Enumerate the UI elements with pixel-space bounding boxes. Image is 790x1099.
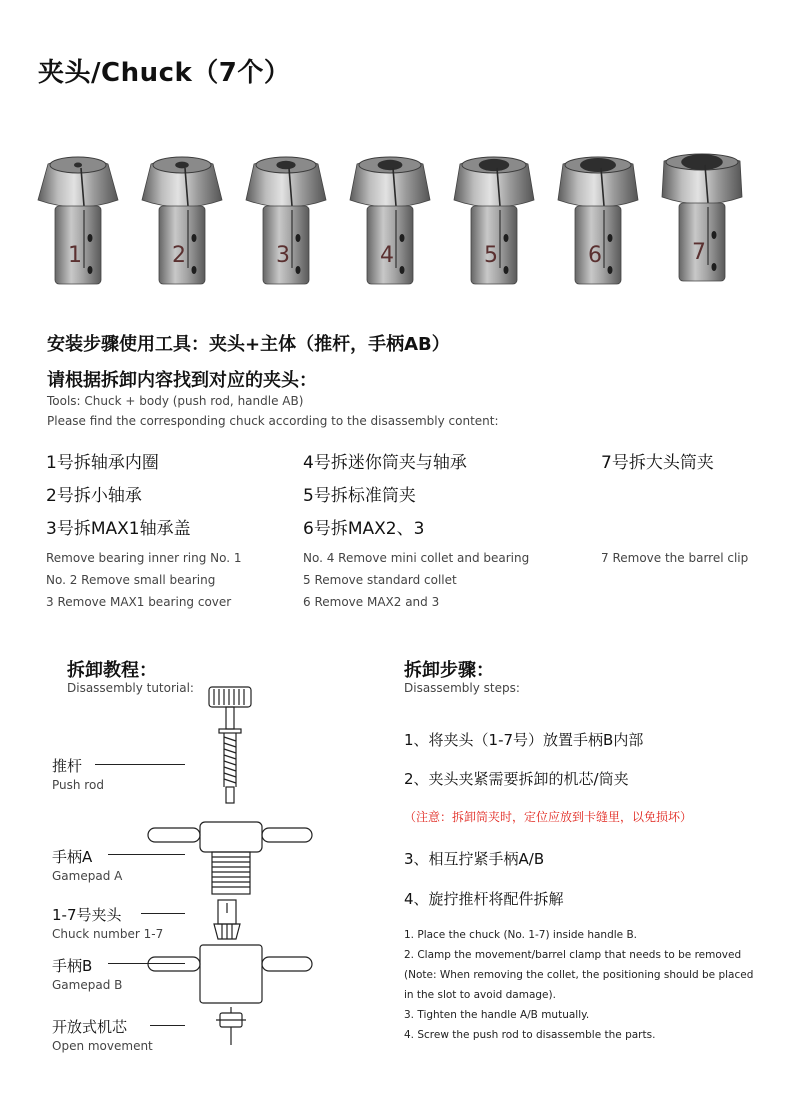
chuck-bore — [175, 162, 189, 169]
leader-line — [150, 1025, 185, 1026]
chuck-number: 7 — [692, 240, 706, 265]
tutorial-heading: 拆卸教程： — [67, 660, 157, 681]
chuck-use-en: No. 2 Remove small bearing — [46, 573, 216, 587]
step-en: 3. Tighten the handle A/B mutually. — [404, 1009, 590, 1021]
step-cn: 2、夹头夹紧需要拆卸的机芯/筒夹 — [404, 770, 629, 788]
install-find-heading: 请根据拆卸内容找到对应的夹头： — [47, 370, 317, 391]
chuck-hole — [296, 234, 301, 242]
push-rod-collar — [219, 729, 241, 733]
chuck-use-en: No. 4 Remove mini collet and bearing — [303, 551, 530, 565]
install-tools-en: Tools: Chuck + body (push rod, handle AB) — [47, 394, 304, 408]
gamepad-b-right-arm — [262, 957, 312, 971]
chuck-hole — [88, 234, 93, 242]
step-cn: 3、相互拧紧手柄A/B — [404, 850, 545, 868]
chuck-use-cn: 1号拆轴承内圈 — [46, 453, 159, 473]
steps-en-block — [404, 925, 753, 1045]
leader-line — [108, 963, 185, 964]
chuck-bore — [681, 154, 723, 170]
label-gamepad-a: 手柄A Gamepad A — [52, 848, 123, 883]
chuck-5 — [454, 157, 534, 284]
chuck-bore — [378, 160, 403, 170]
chuck-hole — [192, 266, 197, 274]
label-chuck: 1-7号夹头 Chuck number 1-7 — [52, 906, 164, 941]
chuck-bore — [74, 163, 82, 168]
chuck-column-3 — [601, 447, 748, 568]
gamepad-b-body — [200, 945, 262, 1003]
step-en: 2. Clamp the movement/barrel clamp that needs to be removed — [404, 949, 742, 961]
chuck-bore — [276, 161, 295, 170]
chuck-column-2 — [303, 447, 529, 612]
chuck-3 — [246, 157, 326, 284]
gamepad-a-left-arm — [148, 828, 200, 842]
steps-heading: 拆卸步骤： — [404, 660, 494, 681]
gamepad-a-thread — [212, 852, 250, 894]
label-open-movement: 开放式机芯 Open movement — [52, 1018, 153, 1053]
chuck-hole — [608, 266, 613, 274]
gamepad-a-body — [200, 822, 262, 852]
chuck-hole — [192, 234, 197, 242]
push-rod-neck — [226, 707, 234, 729]
gamepad-a-thread-lines — [212, 857, 250, 887]
chuck-number: 5 — [484, 243, 498, 268]
chuck-hole — [608, 234, 613, 242]
chuck-use-cn: 7号拆大头筒夹 — [601, 453, 714, 473]
chuck-hole — [712, 231, 717, 239]
leader-line — [141, 913, 185, 914]
chuck-use-en: 6 Remove MAX2 and 3 — [303, 595, 440, 609]
chuck-use-cn: 5号拆标准筒夹 — [303, 486, 416, 506]
chuck-bore — [580, 158, 616, 172]
chuck-column-1 — [46, 447, 242, 612]
leader-line — [95, 764, 185, 765]
chuck-use-en: 3 Remove MAX1 bearing cover — [46, 595, 232, 609]
tutorial-heading-en: Disassembly tutorial: — [67, 681, 194, 695]
chuck-use-cn: 2号拆小轴承 — [46, 486, 142, 506]
chuck-use-en: 7 Remove the barrel clip — [601, 551, 749, 565]
step-en: 1. Place the chuck (No. 1-7) inside handle B. — [404, 929, 637, 941]
step-note: （注意：拆卸筒夹时，定位应放到卡缝里，以免损坏） — [404, 810, 693, 824]
chuck-use-en: 5 Remove standard collet — [303, 573, 457, 587]
push-rod-thread — [224, 737, 236, 783]
leader-line — [108, 854, 185, 855]
knurl-lines — [214, 689, 244, 705]
page-title: 夹头/Chuck（7个） — [38, 58, 291, 88]
chuck-1 — [38, 157, 118, 284]
chuck-hole — [400, 234, 405, 242]
chuck-use-en: Remove bearing inner ring No. 1 — [46, 551, 242, 565]
install-find-en: Please find the corresponding chuck according to the disassembly content: — [47, 414, 499, 428]
chuck-number: 6 — [588, 243, 602, 268]
step-en: 4. Screw the push rod to disassemble the parts. — [404, 1029, 656, 1041]
chuck-row — [30, 150, 770, 290]
chuck-use-cn: 3号拆MAX1轴承盖 — [46, 519, 191, 539]
steps-heading-en: Disassembly steps: — [404, 681, 520, 695]
step-en: in the slot to avoid damage). — [404, 989, 556, 1001]
chuck-hole — [504, 234, 509, 242]
chuck-number: 4 — [380, 243, 394, 268]
install-tools-heading: 安装步骤使用工具：夹头+主体（推杆，手柄AB） — [47, 334, 450, 355]
label-gamepad-b: 手柄B Gamepad B — [52, 957, 123, 992]
chuck-7 — [662, 154, 742, 281]
gamepad-a-right-arm — [262, 828, 312, 842]
chuck-4 — [350, 157, 430, 284]
chuck-number: 1 — [68, 243, 82, 268]
push-rod-knob — [209, 687, 251, 707]
step-cn: 4、旋拧推杆将配件拆解 — [404, 890, 564, 908]
chuck-hole — [712, 263, 717, 271]
chuck-hole — [504, 266, 509, 274]
chuck-hole — [296, 266, 301, 274]
chuck-use-cn: 4号拆迷你筒夹与轴承 — [303, 453, 467, 473]
chuck-hole — [88, 266, 93, 274]
chuck-bore — [479, 159, 509, 171]
step-cn: 1、将夹头（1-7号）放置手柄B内部 — [404, 731, 644, 749]
chuck-hole — [400, 266, 405, 274]
label-push-rod: 推杆 Push rod — [52, 757, 104, 792]
chuck-use-cn: 6号拆MAX2、3 — [303, 519, 425, 539]
push-rod-tip — [226, 787, 234, 803]
chuck-number: 2 — [172, 243, 186, 268]
gamepad-b-left-arm — [148, 957, 200, 971]
chuck-number: 3 — [276, 243, 290, 268]
chuck-6 — [558, 157, 638, 284]
tool-diagram — [140, 685, 320, 1055]
step-en: (Note: When removing the collet, the positioning should be placed — [404, 969, 754, 981]
chuck-2 — [142, 157, 222, 284]
